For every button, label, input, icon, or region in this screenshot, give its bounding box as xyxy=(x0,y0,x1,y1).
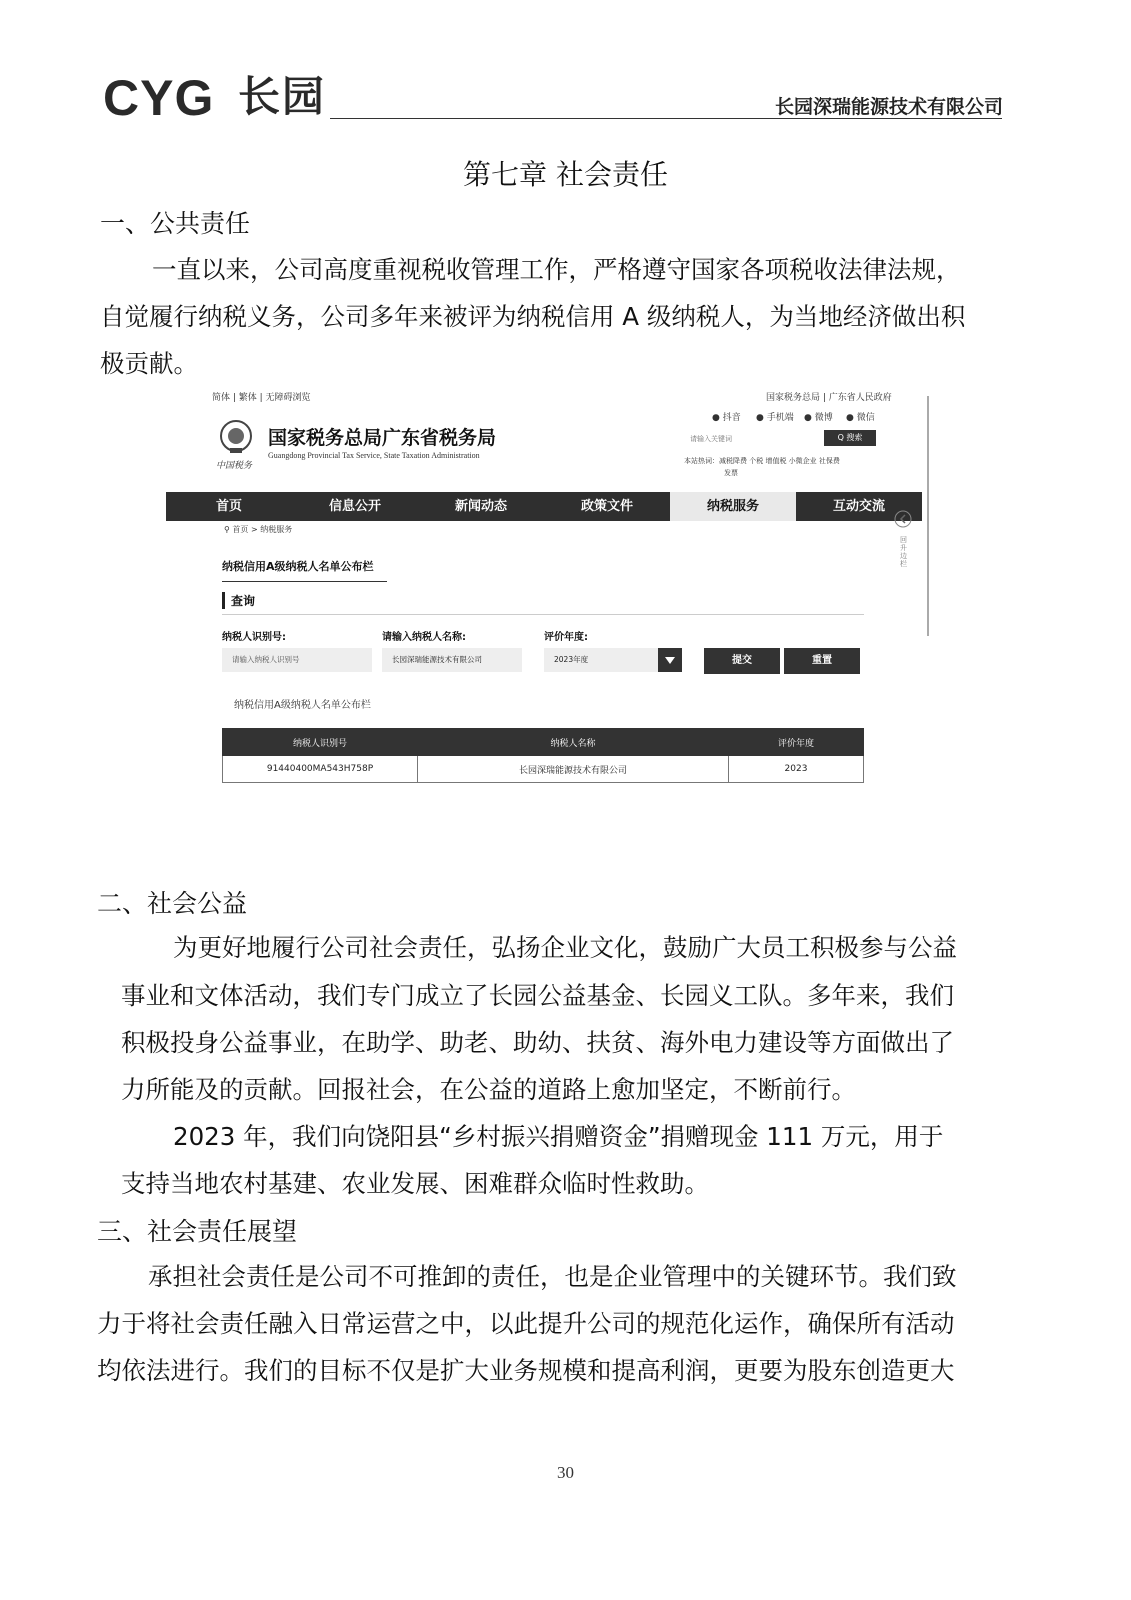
nav-policy[interactable]: 政策文件 xyxy=(580,499,633,514)
nav-news[interactable]: 新闻动态 xyxy=(454,499,507,514)
cell-year: 2023 xyxy=(729,756,864,783)
social-weibo[interactable]: ● 微博 xyxy=(804,413,833,423)
chapter-title: 第七章 社会责任 xyxy=(463,158,668,191)
cell-taxid: 91440400MA543H758P xyxy=(223,756,418,783)
paragraph-line: 力于将社会责任融入日常运营之中，以此提升公司的规范化运作，确保所有活动 xyxy=(97,1309,955,1338)
nav-home[interactable]: 首页 xyxy=(215,499,242,514)
chevron-left-icon[interactable] xyxy=(894,510,912,528)
hot-words[interactable]: 本站热词：减税降费 个税 增值税 小微企业 社保费 xyxy=(684,457,840,465)
search-button[interactable]: Q 搜索 xyxy=(824,430,876,446)
name-input[interactable]: 长园深瑞能源技术有限公司 xyxy=(382,648,522,672)
paragraph-line: 承担社会责任是公司不可推卸的责任，也是企业管理中的关键环节。我们致 xyxy=(148,1262,957,1291)
paragraph-line: 自觉履行纳税义务，公司多年来被评为纳税信用 A 级纳税人，为当地经济做出积 xyxy=(100,302,966,331)
paragraph-line: 极贡献。 xyxy=(100,349,198,378)
page-number: 30 xyxy=(557,1463,574,1482)
field-year-label: 评价年度: xyxy=(544,632,588,643)
social-wechat[interactable]: ● 微信 xyxy=(846,413,875,423)
breadcrumb[interactable]: ⚲ 首页 > 纳税服务 xyxy=(224,525,293,534)
section-heading-charity: 二、社会公益 xyxy=(97,889,248,918)
field-taxid-label: 纳税人识别号: xyxy=(222,632,286,643)
emblem-label: 中国税务 xyxy=(216,461,253,471)
paragraph-line: 支持当地农村基建、农业发展、困难群众临时性救助。 xyxy=(121,1169,709,1198)
result-title: 纳税信用A级纳税人名单公布栏 xyxy=(234,700,371,711)
paragraph-line: 积极投身公益事业，在助学、助老、助幼、扶贫、海外电力建设等方面做出了 xyxy=(121,1028,954,1057)
taxid-input[interactable]: 请输入纳税人识别号 xyxy=(222,648,372,672)
nav-tax-service[interactable]: 纳税服务 xyxy=(670,492,796,521)
paragraph-line: 为更好地履行公司社会责任，弘扬企业文化，鼓励广大员工积极参与公益 xyxy=(173,933,957,962)
site-title: 国家税务总局广东省税务局 xyxy=(268,427,497,449)
social-mobile[interactable]: ● 手机端 xyxy=(756,413,794,423)
paragraph-line: 力所能及的贡献。回报社会，在公益的道路上愈加坚定，不断前行。 xyxy=(121,1075,856,1104)
submit-button[interactable]: 提交 xyxy=(704,648,780,674)
nav-interaction[interactable]: 互动交流 xyxy=(832,499,885,514)
paragraph-line: 一直以来，公司高度重视税收管理工作，严格遵守国家各项税收法律法规， xyxy=(152,255,961,284)
tax-website-screenshot xyxy=(162,390,932,810)
site-subtitle: Guangdong Provincial Tax Service, State Taxation Administration xyxy=(268,451,480,460)
panel-title: 纳税信用A级纳税人名单公布栏 xyxy=(222,560,374,573)
main-nav xyxy=(166,492,922,521)
section-heading-public: 一、公共责任 xyxy=(100,209,251,238)
scrollbar[interactable] xyxy=(927,396,929,636)
reset-button[interactable]: 重置 xyxy=(784,648,860,674)
section-heading-outlook: 三、社会责任展望 xyxy=(97,1217,298,1246)
search-input[interactable]: 请输入关键词 xyxy=(690,435,732,443)
header-divider xyxy=(330,118,1002,119)
side-label: 回升边栏 xyxy=(900,536,907,568)
language-links[interactable]: 简体 | 繁体 | 无障碍浏览 xyxy=(212,393,311,403)
emblem-icon xyxy=(214,418,258,454)
social-douyin[interactable]: ● 抖音 xyxy=(712,413,741,423)
logo-chinese: 长园 xyxy=(238,72,327,121)
nav-info[interactable]: 信息公开 xyxy=(328,499,381,514)
chevron-down-icon xyxy=(658,648,682,672)
panel-title-underline xyxy=(222,581,387,582)
company-name: 长园深瑞能源技术有限公司 xyxy=(774,96,1003,118)
hot-words-more[interactable]: 发票 xyxy=(724,469,738,477)
divider xyxy=(222,614,864,615)
query-heading: 查询 xyxy=(222,592,255,609)
social-label: 微信 xyxy=(856,413,875,423)
column-header: 评价年度 xyxy=(729,729,864,756)
result-table xyxy=(222,728,864,783)
table-row[interactable] xyxy=(223,756,864,783)
year-select-toggle[interactable] xyxy=(658,648,682,672)
social-label: 抖音 xyxy=(722,413,741,423)
social-label: 微博 xyxy=(814,413,833,423)
breadcrumb-text: 首页 > 纳税服务 xyxy=(232,525,293,534)
column-header: 纳税人名称 xyxy=(418,729,729,756)
year-select[interactable]: 2023年度 xyxy=(544,648,660,672)
social-label: 手机端 xyxy=(766,413,794,423)
paragraph-line: 2023 年，我们向饶阳县“乡村振兴捐赠资金”捐赠现金 111 万元，用于 xyxy=(173,1122,944,1151)
column-header: 纳税人识别号 xyxy=(223,729,418,756)
paragraph-line: 事业和文体活动，我们专门成立了长园公益基金、长园义工队。多年来，我们 xyxy=(121,981,954,1010)
paragraph-line: 均依法进行。我们的目标不仅是扩大业务规模和提高利润，更要为股东创造更大 xyxy=(97,1356,955,1385)
cell-name: 长园深瑞能源技术有限公司 xyxy=(418,756,729,783)
field-name-label: 请输入纳税人名称: xyxy=(382,632,466,643)
top-right-links[interactable]: 国家税务总局 | 广东省人民政府 xyxy=(766,393,892,403)
logo-latin: CYG xyxy=(103,70,215,126)
